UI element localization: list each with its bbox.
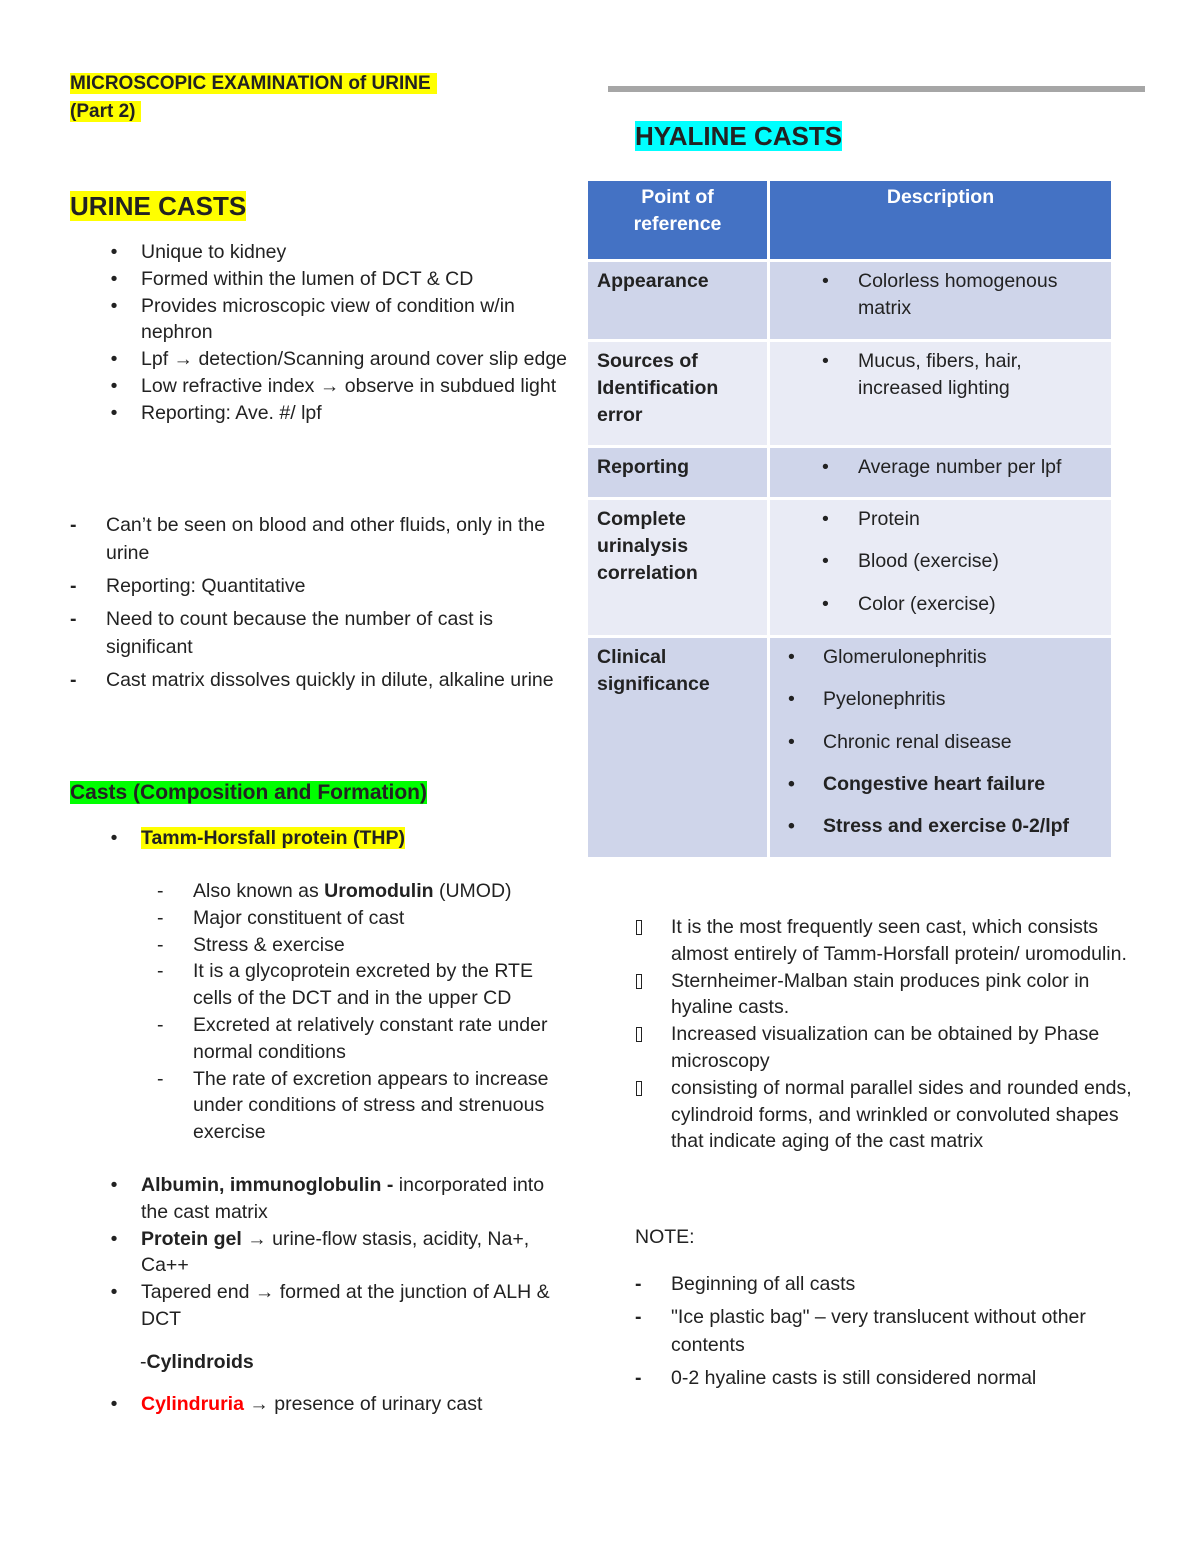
bullet-icon: • <box>110 1174 118 1196</box>
dash-icon: - <box>70 669 77 691</box>
hyaline-casts-table <box>585 178 1114 860</box>
square-bullet-icon <box>636 1081 642 1096</box>
title-line-2: (Part 2) <box>70 101 141 122</box>
dash-icon: - <box>157 906 164 929</box>
bullet-icon: • <box>822 456 829 478</box>
dash-icon: - <box>635 1306 642 1328</box>
casts-bullet-list <box>70 1172 570 1333</box>
bullet-icon: • <box>788 646 795 668</box>
row-label-appearance: Appearance <box>587 261 769 341</box>
list-item: • Lpf → detection/Scanning around cover slip edge <box>70 346 570 373</box>
dash-icon: - <box>70 575 77 597</box>
hyaline-casts-heading <box>635 120 842 152</box>
dash-icon: - <box>70 608 77 630</box>
list-item: • Provides microscopic view of condition w/in nephron <box>70 293 570 347</box>
row-label-sources: Sources of Identification error <box>587 341 769 447</box>
list-item: - Stress & exercise <box>140 932 570 959</box>
bullet-icon: • <box>788 815 795 838</box>
list-item: - 0-2 hyaline casts is still considered normal <box>635 1364 1135 1392</box>
list-item: consisting of normal parallel sides and rounded ends, cylindroid forms, and wrinkled or convoluted shapes that indicate aging of the cast matrix <box>636 1075 1136 1155</box>
cylindruria-term: Cylindruria <box>141 1393 244 1415</box>
table-row <box>587 637 1113 859</box>
list-item: - Need to count because the number of cast is significant <box>70 605 566 661</box>
list-item <box>70 825 570 852</box>
list-item: • Tapered end → formed at the junction of ALH & DCT <box>70 1279 570 1333</box>
casts-composition-heading-text: Casts (Composition and Formation) <box>70 781 427 804</box>
row-desc-urinalysis <box>769 499 1113 637</box>
bullet-icon: • <box>110 1393 118 1415</box>
bullet-icon: • <box>110 401 118 424</box>
list-item: • Low refractive index → observe in subdued light <box>70 373 570 400</box>
list-item: - Reporting: Quantitative <box>70 572 566 600</box>
square-bullet-icon <box>636 1027 642 1042</box>
row-desc-clinical <box>769 637 1113 859</box>
bullet-icon: • <box>788 730 795 753</box>
list-item: • Formed within the lumen of DCT & CD <box>70 266 570 293</box>
thp-bullet <box>70 825 570 852</box>
table-row <box>587 341 1113 447</box>
cylindruria-bullet <box>70 1391 570 1418</box>
list-item: • Stress and exercise 0-2/lpf <box>778 813 1103 840</box>
row-label-reporting: Reporting <box>587 447 769 499</box>
bullet-icon: • <box>822 270 829 292</box>
hyaline-casts-heading-text: HYALINE CASTS <box>635 121 843 151</box>
thp-sub-list <box>140 878 570 1146</box>
bullet-icon: • <box>110 294 118 317</box>
list-item: • Average number per lpf <box>778 454 1103 481</box>
square-bullet-icon <box>636 920 642 935</box>
list-item: • Reporting: Ave. #/ lpf <box>70 400 570 427</box>
bullet-icon: • <box>822 350 829 372</box>
bullet-icon: • <box>110 1227 118 1250</box>
square-bullet-icon <box>636 974 642 989</box>
list-item: • Glomerulonephritis <box>778 644 1103 671</box>
table-row <box>587 447 1113 499</box>
list-item: • Colorless homogenous matrix <box>822 270 1058 319</box>
list-item: - Also known as Uromodulin (UMOD) <box>140 878 570 905</box>
list-item: • Albumin, immunoglobulin - incorporated into the cast matrix <box>70 1172 570 1226</box>
list-item: Increased visualization can be obtained by Phase microscopy <box>636 1021 1136 1075</box>
list-item: • Protein <box>778 506 1103 533</box>
bullet-icon: • <box>110 1281 118 1304</box>
list-item: - It is a glycoprotein excreted by the RTE cells of the DCT and in the upper CD <box>157 960 533 1010</box>
list-item: • Chronic renal disease <box>778 729 1103 756</box>
list-item: • Protein gel → urine-flow stasis, acidity, Na+, Ca++ <box>70 1226 570 1280</box>
list-item: - The rate of excretion appears to increase under conditions of stress and strenuous exercise <box>157 1067 549 1144</box>
urine-casts-heading-text: URINE CASTS <box>70 191 247 221</box>
dash-icon: - <box>635 1367 642 1389</box>
bullet-icon: • <box>822 592 829 615</box>
casts-composition-heading <box>70 778 427 808</box>
bullet-icon: • <box>822 508 829 530</box>
list-item: • Pyelonephritis <box>778 686 1103 713</box>
table-header-row <box>587 180 1113 261</box>
table-row <box>587 499 1113 637</box>
row-desc-appearance <box>769 261 1113 341</box>
horizontal-rule <box>608 86 1145 92</box>
hyaline-facts-list <box>636 914 1136 1155</box>
row-label-urinalysis: Complete urinalysis correlation <box>587 499 769 637</box>
dash-icon: - <box>157 1067 164 1090</box>
list-item: - Cast matrix dissolves quickly in dilute, alkaline urine <box>70 666 566 694</box>
thp-label: Tamm-Horsfall protein (THP) <box>141 827 405 849</box>
bullet-icon: • <box>110 267 118 290</box>
note-label: NOTE: <box>635 1226 695 1248</box>
dash-icon: - <box>157 933 164 956</box>
title-line-1: MICROSCOPIC EXAMINATION of URINE <box>70 73 437 94</box>
table-row <box>587 261 1113 341</box>
list-item: • Cylindruria → presence of urinary cast <box>70 1391 570 1418</box>
urine-casts-bullet-list <box>70 239 570 427</box>
bullet-icon: • <box>110 827 118 849</box>
row-label-clinical: Clinical significance <box>587 637 769 859</box>
list-item: • Mucus, fibers, hair, increased lighting <box>822 350 1022 399</box>
dash-icon: - <box>157 880 164 902</box>
column-header-point-of-reference: Point of reference <box>587 180 769 261</box>
list-item: It is the most frequently seen cast, which consists almost entirely of Tamm-Horsfall protein/ uromodulin. <box>636 914 1136 968</box>
document-title <box>70 70 437 126</box>
list-item: - Beginning of all casts <box>635 1270 1135 1298</box>
list-item: - Can’t be seen on blood and other fluids, only in the urine <box>70 511 566 567</box>
row-desc-reporting <box>769 447 1113 499</box>
row-desc-sources <box>769 341 1113 447</box>
dash-icon: - <box>157 960 164 983</box>
list-item: • Unique to kidney <box>70 239 570 266</box>
list-item: • Congestive heart failure <box>778 771 1103 798</box>
urine-casts-dash-list <box>70 511 566 699</box>
list-item: - "Ice plastic bag" – very translucent without other contents <box>635 1303 1135 1359</box>
bullet-icon: • <box>788 688 795 711</box>
list-item: - Excreted at relatively constant rate under normal conditions <box>157 1013 548 1063</box>
column-header-description: Description <box>769 180 1113 261</box>
note-list <box>635 1270 1135 1397</box>
bullet-icon: • <box>788 772 795 795</box>
bullet-icon: • <box>822 550 829 573</box>
bullet-icon: • <box>110 374 118 397</box>
dash-icon: - <box>635 1273 642 1295</box>
urine-casts-heading <box>70 190 246 222</box>
list-item: - Major constituent of cast <box>140 905 570 932</box>
dash-icon: - <box>70 514 77 536</box>
list-item: • Blood (exercise) <box>778 548 1103 575</box>
cylindroids-line: -Cylindroids <box>140 1351 254 1373</box>
list-item: • Color (exercise) <box>778 591 1103 618</box>
bullet-icon: • <box>110 241 118 263</box>
bullet-icon: • <box>110 348 118 371</box>
dash-icon: - <box>157 1013 164 1036</box>
list-item: Sternheimer-Malban stain produces pink color in hyaline casts. <box>636 968 1136 1022</box>
